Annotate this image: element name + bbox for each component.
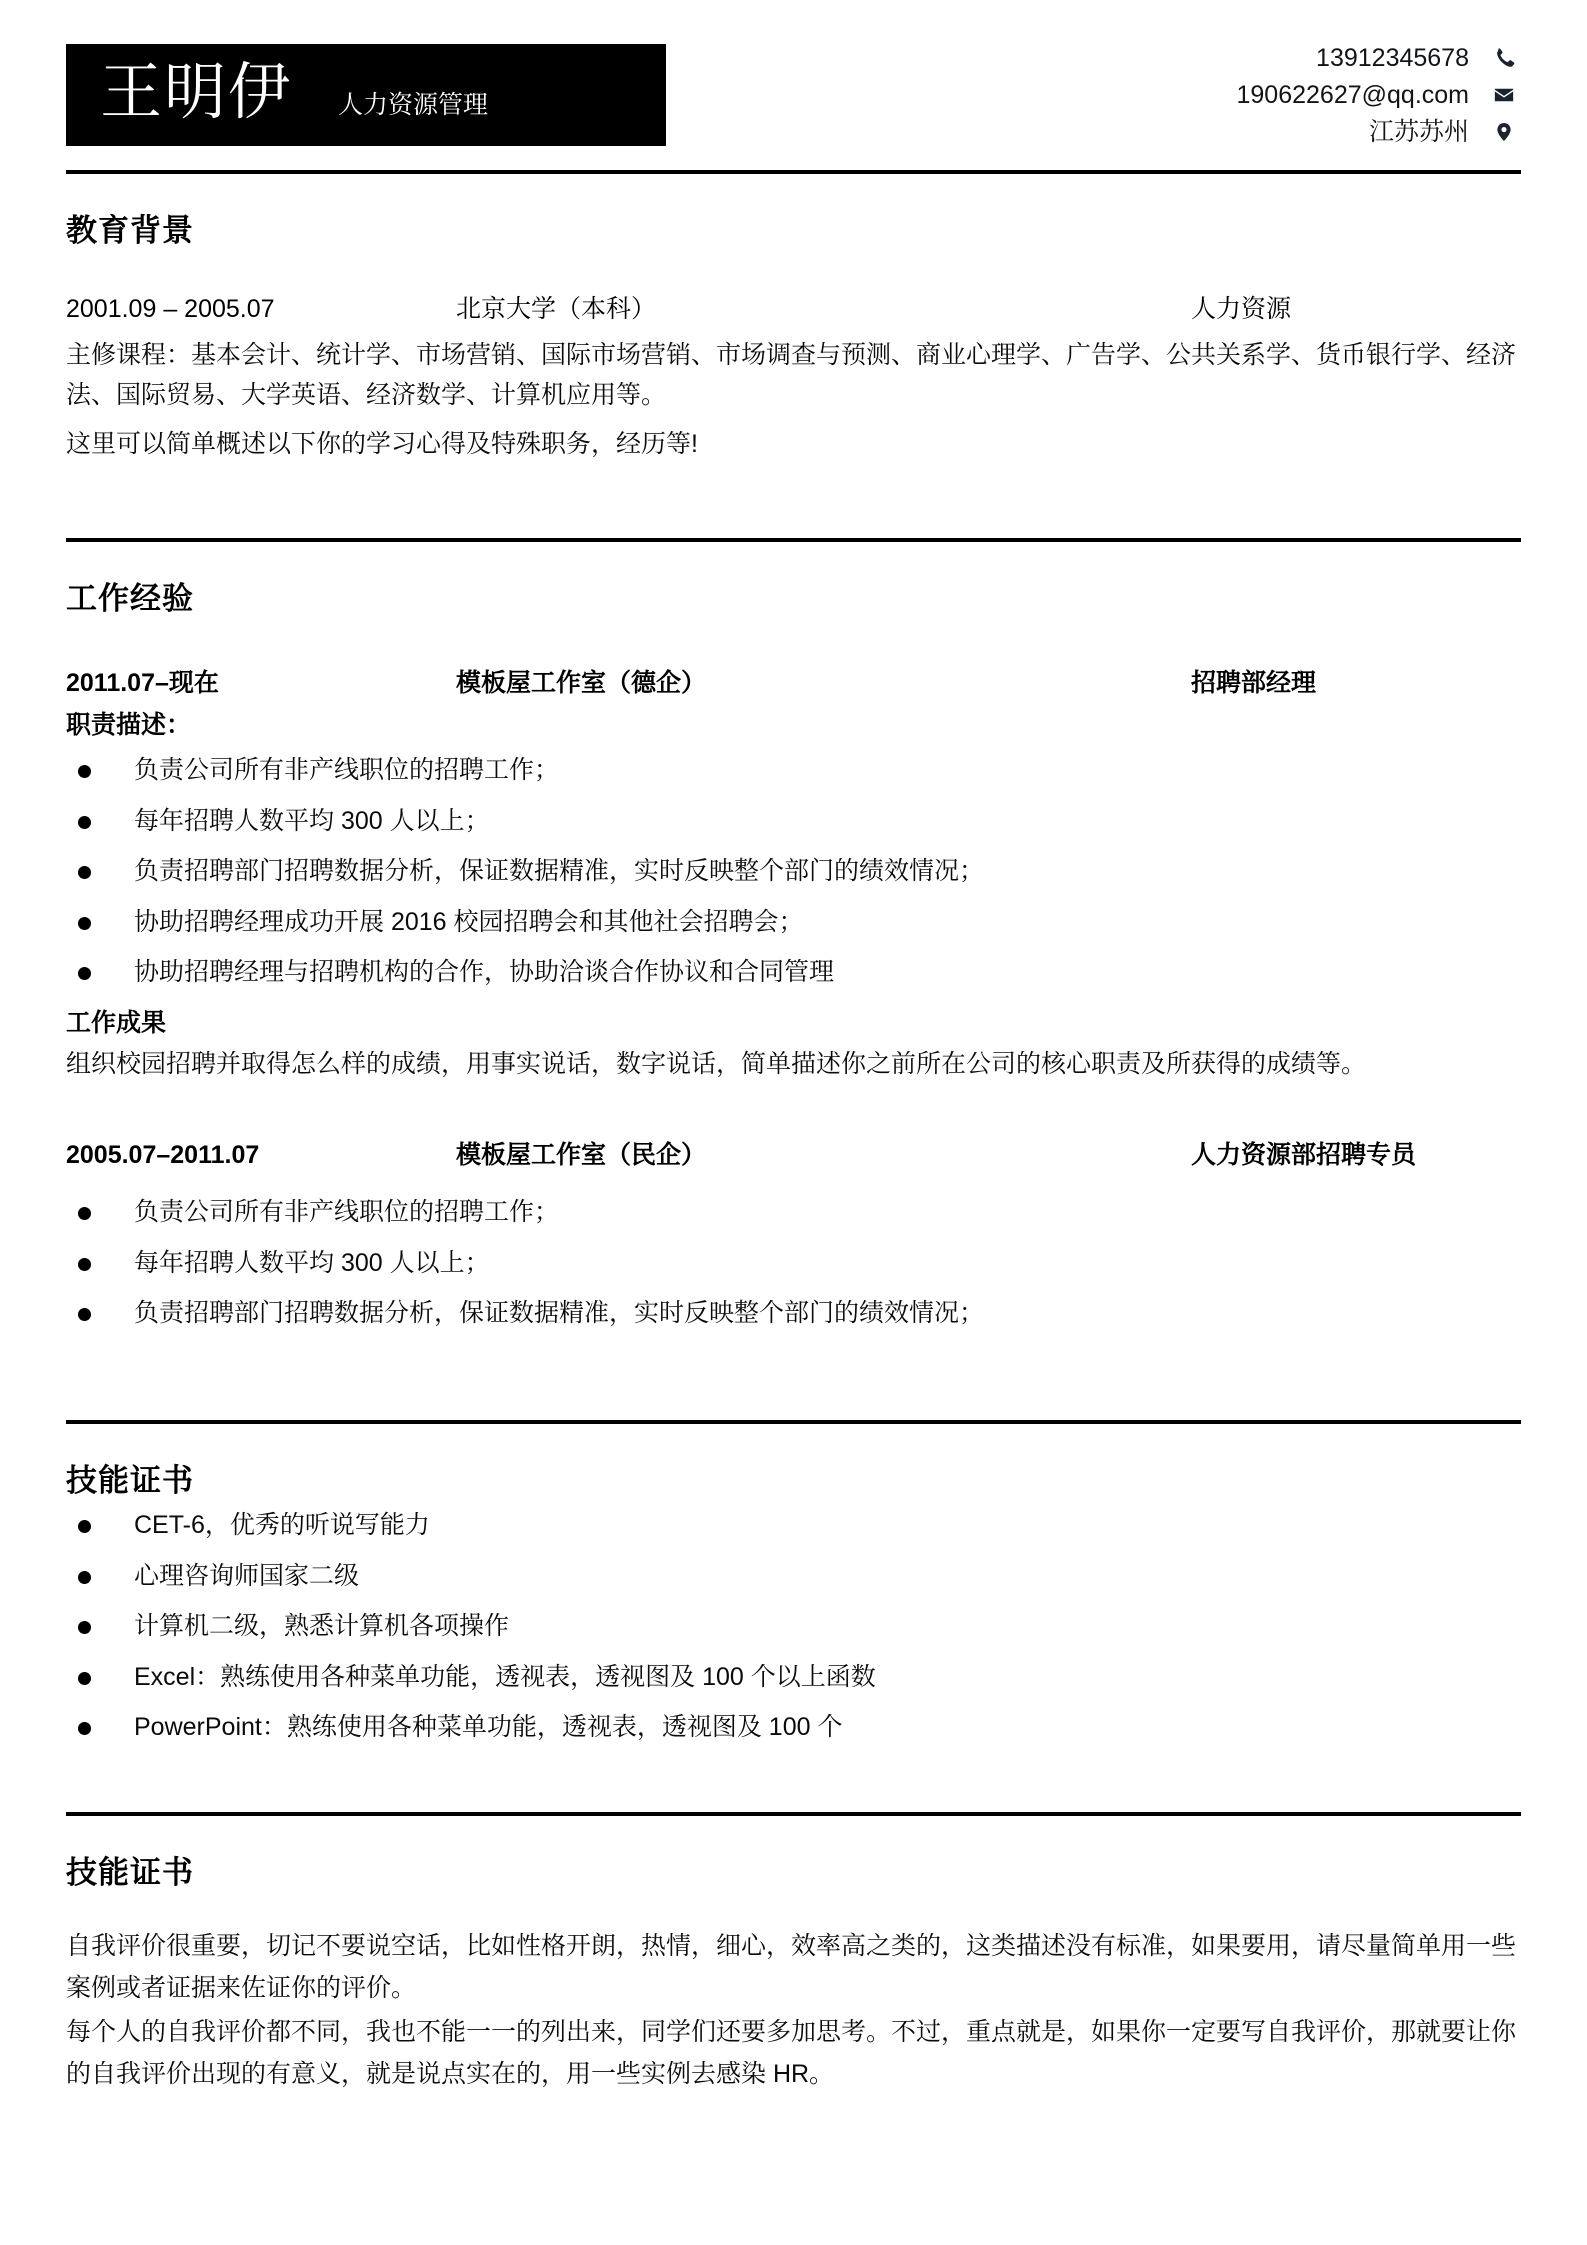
job-achievements-text-1: 组织校园招聘并取得怎么样的成绩，用事实说话，数字说话，简单描述你之前所在公司的核心职责及所获得的成绩等。 <box>66 1050 1367 1079</box>
section-title-self-evaluation: 技能证书 <box>66 1854 194 1890</box>
contact-info <box>1237 42 1522 148</box>
education-courses: 主修课程：基本会计、统计学、市场营销、国际市场营销、市场调查与预测、商业心理学、广告学、公共关系学、货币银行学、经济法、国际贸易、大学英语、经济数学、计算机应用等。 <box>66 340 1517 410</box>
name-badge <box>66 44 666 146</box>
education-entry <box>66 291 1521 329</box>
job-date-1: 2011.07–现在 <box>66 669 219 698</box>
section-title-experience: 工作经验 <box>66 581 194 617</box>
list-item: CET-6，优秀的听说写能力 <box>66 1507 1521 1545</box>
list-item: 协助招聘经理与招聘机构的合作，协助洽谈合作协议和合同管理 <box>66 954 1521 992</box>
contact-row-location <box>1369 116 1517 148</box>
list-item: 计算机二级，熟悉计算机各项操作 <box>66 1608 1521 1646</box>
job-duties-label-1: 职责描述： <box>66 710 192 739</box>
list-item: 负责公司所有非产线职位的招聘工作； <box>66 752 1521 790</box>
education-school: 北京大学（本科） <box>456 295 657 324</box>
list-item: 心理咨询师国家二级 <box>66 1558 1521 1596</box>
contact-email-value: 190622627@qq.com <box>1236 81 1469 109</box>
divider-before-skills <box>66 1420 1521 1424</box>
skills-list <box>66 1507 1521 1747</box>
job-role-2: 人力资源部招聘专员 <box>1191 1140 1417 1169</box>
list-item: 负责公司所有非产线职位的招聘工作； <box>66 1194 1521 1232</box>
candidate-name: 王明伊 <box>100 58 293 127</box>
job-header-1 <box>66 665 1521 703</box>
list-item: 负责招聘部门招聘数据分析，保证数据精准，实时反映整个部门的绩效情况； <box>66 853 1521 891</box>
spacer-education-bottom <box>66 464 1521 538</box>
job-role-1: 招聘部经理 <box>1191 669 1317 698</box>
location-pin-icon <box>1491 119 1517 145</box>
contact-location-value: 江苏苏州 <box>1368 118 1469 146</box>
section-experience <box>66 580 1521 1333</box>
divider-before-experience <box>66 538 1521 542</box>
job-duties-list-1 <box>66 752 1521 992</box>
self-evaluation-body <box>66 1925 1521 2095</box>
list-item: 负责招聘部门招聘数据分析，保证数据精准，实时反映整个部门的绩效情况； <box>66 1295 1521 1333</box>
candidate-job-title: 人力资源管理 <box>338 91 489 119</box>
divider-after-header <box>66 170 1521 174</box>
section-title-skills: 技能证书 <box>66 1462 194 1498</box>
resume-header <box>66 0 1521 146</box>
section-self-evaluation <box>66 1854 1521 2095</box>
job-header-2 <box>66 1137 1521 1175</box>
job-duties-list-2 <box>66 1194 1521 1333</box>
list-item: 每年招聘人数平均 300 人以上； <box>66 1245 1521 1283</box>
job-company-2: 模板屋工作室（民企） <box>456 1140 707 1169</box>
education-date: 2001.09 – 2005.07 <box>66 295 275 324</box>
spacer-page-bottom <box>66 2097 1521 2127</box>
list-item: 协助招聘经理成功开展 2016 校园招聘会和其他社会招聘会； <box>66 904 1521 942</box>
divider-before-self-evaluation <box>66 1812 1521 1816</box>
list-item: PowerPoint：熟练使用各种菜单功能，透视表，透视图及 100 个 <box>66 1709 1521 1747</box>
section-skills <box>66 1462 1521 1747</box>
self-evaluation-paragraph: 每个人的自我评价都不同，我也不能一一的列出来，同学们还要多加思考。不过，重点就是，如果你一定要写自我评价，那就要让你的自我评价出现的有意义，就是说点实在的，用一些实例去感染 HR。 <box>66 2017 1517 2088</box>
phone-icon <box>1491 45 1517 71</box>
spacer-experience-bottom <box>66 1346 1521 1420</box>
spacer-skills-bottom <box>66 1760 1521 1812</box>
job-achievements-label-1: 工作成果 <box>66 1008 167 1037</box>
section-title-education: 教育背景 <box>66 213 194 248</box>
list-item: 每年招聘人数平均 300 人以上； <box>66 803 1521 841</box>
contact-phone-value: 13912345678 <box>1316 44 1469 72</box>
envelope-icon <box>1491 82 1517 108</box>
self-evaluation-paragraph: 自我评价很重要，切记不要说空话，比如性格开朗，热情，细心，效率高之类的，这类描述没有标准，如果要用，请尽量简单用一些案例或者证据来佐证你的评价。 <box>66 1931 1517 2002</box>
job-date-2: 2005.07–2011.07 <box>66 1140 260 1169</box>
section-education <box>66 212 1521 464</box>
job-company-1: 模板屋工作室（德企） <box>456 669 707 698</box>
education-note: 这里可以简单概述以下你的学习心得及特殊职务，经历等! <box>66 429 698 458</box>
list-item: Excel：熟练使用各种菜单功能，透视表，透视图及 100 个以上函数 <box>66 1659 1521 1697</box>
contact-row-phone <box>1316 42 1517 74</box>
contact-row-email <box>1237 79 1518 111</box>
education-major: 人力资源 <box>1191 295 1292 324</box>
job-entry-2 <box>66 1137 1521 1333</box>
job-entry-1 <box>66 665 1521 1085</box>
